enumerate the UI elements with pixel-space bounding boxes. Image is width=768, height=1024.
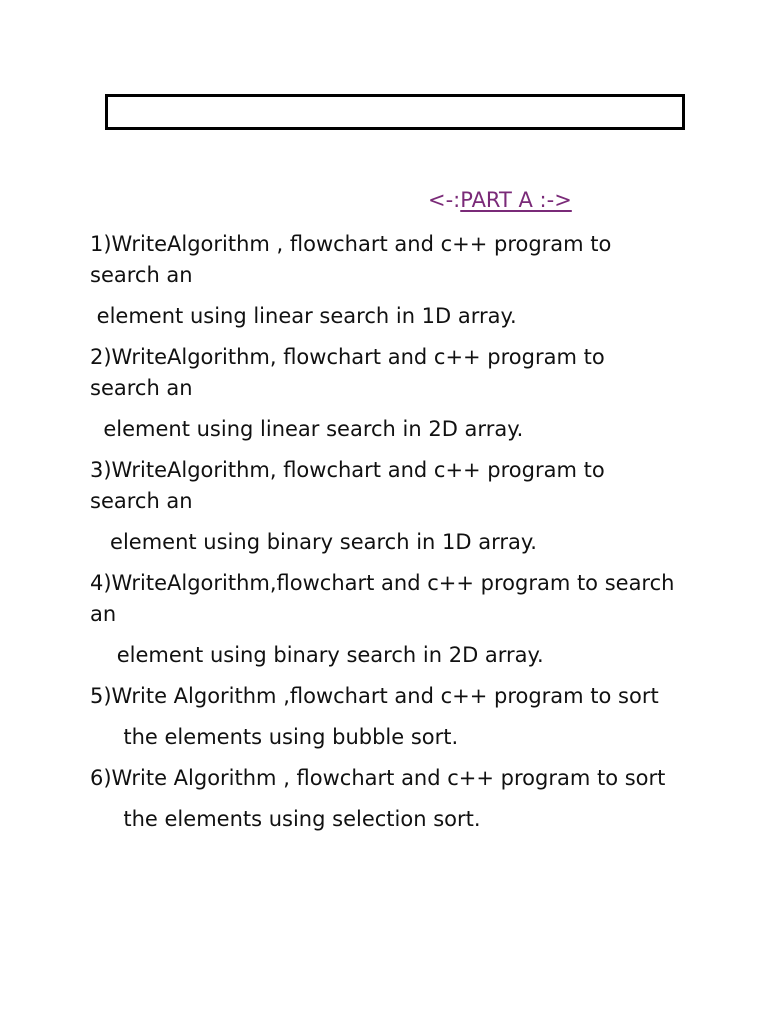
- part-heading-link[interactable]: PART A :->: [460, 188, 572, 212]
- list-item: [90, 568, 680, 671]
- question-text: 1)WriteAlgorithm , flowchart and c++ program to search an: [90, 232, 612, 287]
- question-continuation: element using linear search in 2D array.: [90, 417, 524, 441]
- list-item: [90, 455, 680, 558]
- part-heading: [428, 187, 572, 213]
- question-continuation: the elements using selection sort.: [90, 807, 481, 831]
- question-continuation: element using binary search in 1D array.: [90, 530, 537, 554]
- list-item: [90, 342, 680, 445]
- question-continuation: element using linear search in 1D array.: [90, 304, 517, 328]
- question-text: 3)WriteAlgorithm, flowchart and c++ program to search an: [90, 458, 605, 513]
- question-text: 4)WriteAlgorithm,flowchart and c++ program to search an: [90, 571, 675, 626]
- list-item: [90, 763, 680, 835]
- question-text: 5)Write Algorithm ,flowchart and c++ program to sort: [90, 684, 659, 708]
- question-continuation: element using binary search in 2D array.: [90, 643, 544, 667]
- question-continuation: the elements using bubble sort.: [90, 725, 459, 749]
- list-item: [90, 681, 680, 753]
- part-heading-prefix: <-:: [428, 188, 461, 212]
- empty-title-box: [105, 94, 685, 130]
- list-item: [90, 229, 680, 332]
- question-text: 6)Write Algorithm , flowchart and c++ program to sort: [90, 766, 666, 790]
- question-text: 2)WriteAlgorithm, flowchart and c++ program to search an: [90, 345, 605, 400]
- question-list: [90, 229, 680, 845]
